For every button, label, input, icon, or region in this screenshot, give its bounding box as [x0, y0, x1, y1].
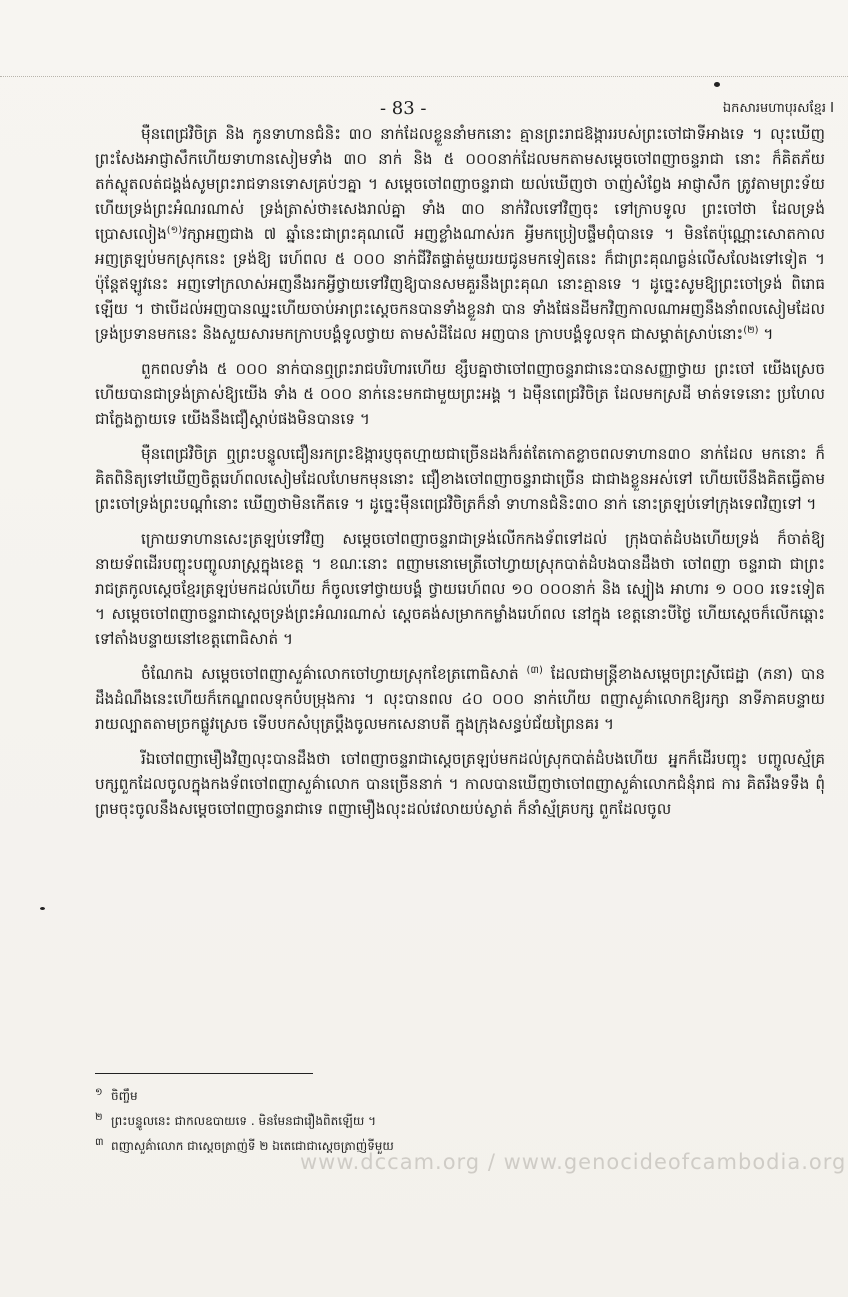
- footnote-1: [95, 1082, 695, 1107]
- footnote-2: [95, 1107, 695, 1132]
- paragraph-5-cont: ដែលជាមន្ត្រីខាងសម្តេចព្រះស្រីជេដ្ឋា (ភនា) បាន ដឹងដំណឹងនេះហើយក៏កេណ្ឌពលទុកបំបម្រុងការ ។ លុះបានពល ៤០ ០០០ នាក់ហើយ ពញាសួគ៌ាលោកឱ្យរក្សា នាទីភាគបន្ទាយ រាយល្បាតតាមច្រកផ្លូវស្រេច ទើបបកសំបុត្រប្តឹងចូលមកសេនាបតី ក្នុងក្រុងសន្ធប់ជ័យព្រៃនគរ ។: [95, 665, 826, 733]
- paragraph-4: ក្រោយទាហានសេះត្រឡប់ទៅវិញ សម្តេចចៅពញាចន្ទរាជាទ្រង់លើកកងទ័ពទៅដល់ ក្រុងបាត់ដំបងហើយទ្រង់ ក៏ចាត់ឱ្យនាយទ័ពដើរបញ្ចុះបញ្ចូលរាស្ត្រក្នុងខេត្ត ។ ខណៈនោះ ពញាមនោមេត្រីចៅហ្វាយស្រុកបាត់ដំបងបានដឹងថា ចៅពញា ចន្ទរាជា ជាព្រះរាជត្រកូលស្តេចខ្មែរត្រឡប់មកដល់ហើយ ក៏ចូលទៅថ្វាយបង្គំ ថ្វាយរេហ៍ពល ១០ ០០០នាក់ និង ស្បៀង អាហារ ១ ០០០ រទេះទៀត ។ សម្តេចចៅពញាចន្ទរាជាស្តេចទ្រង់ព្រះអំណរណាស់ ស្តេចគង់សម្រាកកម្លាំងរេហ៍ពល នៅក្នុង ខេត្តនោះបីថ្ងៃ ហើយស្តេចក៏លើកឆ្ពោះទៅតាំងបន្ទាយនៅខេត្តពោធិសាត់ ។: [95, 530, 825, 648]
- footnote-rule: [95, 1073, 313, 1074]
- paragraph-3: ម៉ឺនពេជ្រវិចិត្រ ឮព្រះបន្ទូលជឿនរកព្រះឱង្ការប្ញចុតហ្មាយជាច្រើនដងក៏រត់តែកោតខ្លាចពលទាហាន៣០ នាក់ដែល មកនោះ ក៏គិតពិនិត្យទៅឃើញចិត្តរេហ៍ពលសៀមដែលហែមកមុននោះ ជឿខាងចៅពញាចន្ទរាជាច្រើន ជាជាងខ្លួនអស់ទៅ ហើយបើនឹងគិតធ្វើតាមព្រះចៅទ្រង់ព្រះបណ្តាំនោះ ឃើញថាមិនកើតទេ ។ ដូច្នេះម៉ឺនពេជ្រវិចិត្រក៏នាំ ទាហានជំនិះ៣០ នាក់ នោះត្រឡប់ទៅក្រុងទេពវិញទៅ ។: [95, 445, 825, 513]
- watermark: www.dccam.org / www.genocideofcambodia.org: [300, 1150, 847, 1174]
- footnote-text: ចិញ្ចឹម: [111, 1089, 138, 1103]
- footnote-mark: ៣: [95, 1137, 104, 1148]
- footnote-ref-3: (៣): [526, 664, 543, 676]
- body-text: [95, 122, 825, 832]
- paragraph-5-text: ចំណែកឯ សម្តេចចៅពញាសួគ៌ាលោកចៅហ្វាយស្រុកខែត្រពោធិសាត់: [141, 665, 519, 683]
- paragraph-1-cont: វក្សាអញជាង ៧ ឆ្នាំនេះជាព្រះគុណលើ អញខ្លាំងណាស់រក អ្វីមកប្រៀបផ្ទឹមពុំបានទេ ។ មិនតែប៉ុណ្ណោះសោតកាល អញត្រឡប់មកស្រុកនេះ ទ្រង់ឱ្យ រេហ៍ពល ៥ ០០០ នាក់ជីវិតផ្ទាត់មួយរយជូនមកទៀតនេះ ក៏ជាព្រះគុណធ្ងន់លើសលែងទៅទៀត ។ ប៉ុន្តែឥឡូវនេះ អញទៅក្រលាស់អញនឹងរកអ្វីថ្វាយទៅវិញឱ្យបានសមគួរនឹងព្រះគុណ នោះគ្មានទេ ។ ដូច្នេះសូមឱ្យព្រះចៅទ្រង់ ពិរោធឡើយ ។ ថាបើដល់អញបានឈ្នះហើយចាប់អាព្រះស្តេចកនបានទាំងខ្លួនវា បាន ទាំងផែនដីមកវិញកាលណាអញនឹងនាំពលសៀមដែលទ្រង់ប្រទានមកនេះ និងសួយសារមកក្រាបបង្គំទូលថ្វាយ តាមសំដីដែល អញបាន ក្រាបបង្គំទូលទុក ជាសម្គាត់ស្រាប់នោះ: [95, 225, 825, 343]
- paragraph-6: រីឯចៅពញាមឿងវិញលុះបានដឹងថា ចៅពញាចន្ទរាជាស្តេចត្រឡប់មកដល់ស្រុកបាត់ដំបងហើយ អ្នកក៏ដើរបញ្ចុះ បញ្ចូលស្ម័គ្របក្សពួកដែលចូលក្នុងកងទ័ពចៅពញាសួគ៌ាលោក បានច្រើននាក់ ។ កាលបានឃើញថាចៅពញាសួគ៌ាលោកជំនុំរាជ ការ គិតរឹងទទឹង ពុំព្រមចុះចូលនឹងសម្តេចចៅពញាចន្ទរាជាទេ ពញាមឿងលុះដល់វេលាយប់ស្ងាត់ ក៏នាំស្ម័គ្របក្ស ពួកដែលចូល: [95, 750, 825, 818]
- page-number: - 83 -: [380, 98, 427, 119]
- scan-edge-line: [0, 76, 848, 77]
- footnote-mark: ១: [95, 1087, 103, 1098]
- scan-speck: [40, 907, 45, 910]
- running-header: ឯកសារមហាបុរសខ្មែរ I: [722, 101, 834, 116]
- footnote-mark: ២: [95, 1112, 103, 1123]
- paragraph-1-text: ម៉ឺនពេជ្រវិចិត្រ និង កូនទាហានជំនិះ ៣០ នាក់ដែលខ្លួននាំមកនោះ គ្មានព្រះរាជឱង្ការរបស់ព្រះចៅជាទីអាងទេ ។ លុះឃើញព្រះសែងអាជ្ញាសឹកហើយទាហានសៀមទាំង ៣០ នាក់ និង ៥ ០០០នាក់ដែលមកតាមសម្តេចចៅពញាចន្ទរាជា នោះ ក៏គិតភ័យតក់ស្លុតលត់ជង្គង់សូមព្រះរាជទានទោសគ្រប់ៗគ្នា ។ សម្តេចចៅពញាចន្ទរាជា យល់ឃើញថា ចាញ់សំព្វែង អាជ្ញាសឹក ត្រូវតាមព្រះទ័យហើយទ្រង់ព្រះអំណរណាស់ ទ្រង់ត្រាស់ថា៖សេងរាល់គ្នា ទាំង ៣០ នាក់វិលទៅវិញចុះ ទៅក្រាបទូល ព្រះចៅថា ដែលទ្រង់ប្រោសលៀង: [95, 125, 825, 243]
- footnote-ref-1: (១): [166, 224, 183, 236]
- paragraph-5: [95, 662, 825, 737]
- footnote-ref-2: (២): [743, 324, 759, 336]
- paragraph-1: ម៉ឺនពេជ្រវិចិត្រ និង កូនទាហានជំនិះ ៣០ នាក់ដែលខ្លួននាំមកនោះ គ្មានព្រះរាជឱង្ការរបស់ព្រះចៅជាទីអាងទេ ។ លុះឃើញព្រះសែងអាជ្ញាសឹកហើយទាហានសៀមទាំង ៣០ នាក់ និង ៥ ០០០នាក់ដែលមកតាមសម្តេចចៅពញាចន្ទរាជា នោះ ក៏គិតភ័យតក់ស្លុតលត់ជង្គង់សូមព្រះរាជទានទោសគ្រប់ៗគ្នា ។ សម្តេចចៅពញាចន្ទរាជា យល់ឃើញថា ចាញ់សំព្វែង អាជ្ញាសឹក ត្រូវតាមព្រះទ័យហើយទ្រង់ព្រះអំណរណាស់ ទ្រង់ត្រាស់ថា៖សេងរាល់គ្នា ទាំង ៣០ នាក់វិលទៅវិញចុះ ទៅក្រាបទូល ព្រះចៅថា ដែលទ្រង់ប្រោសលៀង$^{(១)}$វក្សាអញជាង ៧ ឆ្នាំនេះជាព្រះគុណលើ អញខ្លាំងណាស់រក អ្វីមកប្រៀបផ្ទឹមពុំបានទេ ។ មិនតែប៉ុណ្ណោះសោតកាល អញត្រឡប់មកស្រុកនេះ ទ្រង់ឱ្យ រេហ៍ពល ៥ ០០០ នាក់ជីវិតផ្ទាត់មួយរយជូនមកទៀតនេះ ក៏ជាព្រះគុណធ្ងន់លើសលែងទៅទៀត ។ ប៉ុន្តែឥឡូវនេះ អញទៅក្រលាស់អញនឹងរកអ្វីថ្វាយទៅវិញឱ្យបានសមគួរនឹងព្រះគុណ នោះគ្មានទេ ។ ដូច្នេះសូមឱ្យព្រះចៅទ្រង់ ពិរោធឡើយ ។ ថាបើដល់អញបានឈ្នះហើយចាប់អាព្រះស្តេចកនបានទាំងខ្លួនវា បាន ទាំងផែនដីមកវិញកាលណាអញនឹងនាំពលសៀមដែលទ្រង់ប្រទានមកនេះ និងសួយសារមកក្រាបបង្គំទូលថ្វាយ តាមសំដីដែល អញបាន ក្រាបបង្គំទូលទុក ជាសម្គាត់ស្រាប់នោះ$^{(២)}$ ។: [95, 125, 825, 343]
- footnote-text: ពញាសួគ៌ាលោក ជាស្តេចត្រាញ់ទី ២ ឯតេជោជាស្តេចត្រាញ់ទីមួយ: [111, 1139, 394, 1153]
- paragraph-2: ពួកពលទាំង ៥ ០០០ នាក់បានឮព្រះរាជបរិហារហើយ ខ្សឹបគ្នាថាចៅពញាចន្ទរាជានេះបានសញ្ញាថ្វាយ ព្រះចៅ យើងស្រេចហើយបានជាទ្រង់ត្រាស់ឱ្យយើង ទាំង ៥ ០០០ នាក់នេះមកជាមួយព្រះអង្គ ។ ឯម៉ឺនពេជ្រវិចិត្រ ដែលមកស្រដី មាត់ទទេនោះ ប្រហែលជាក្លែងក្លាយទេ យើងនឹងជឿស្តាប់ផងមិនបានទេ ។: [95, 360, 825, 428]
- footnote-text: ព្រះបន្ទូលនេះ ជាកលឧបាយទេ . មិនមែនជារឿងពិតឡើយ ។: [111, 1114, 376, 1128]
- scan-speck: [714, 82, 720, 87]
- footnotes: [95, 1082, 695, 1157]
